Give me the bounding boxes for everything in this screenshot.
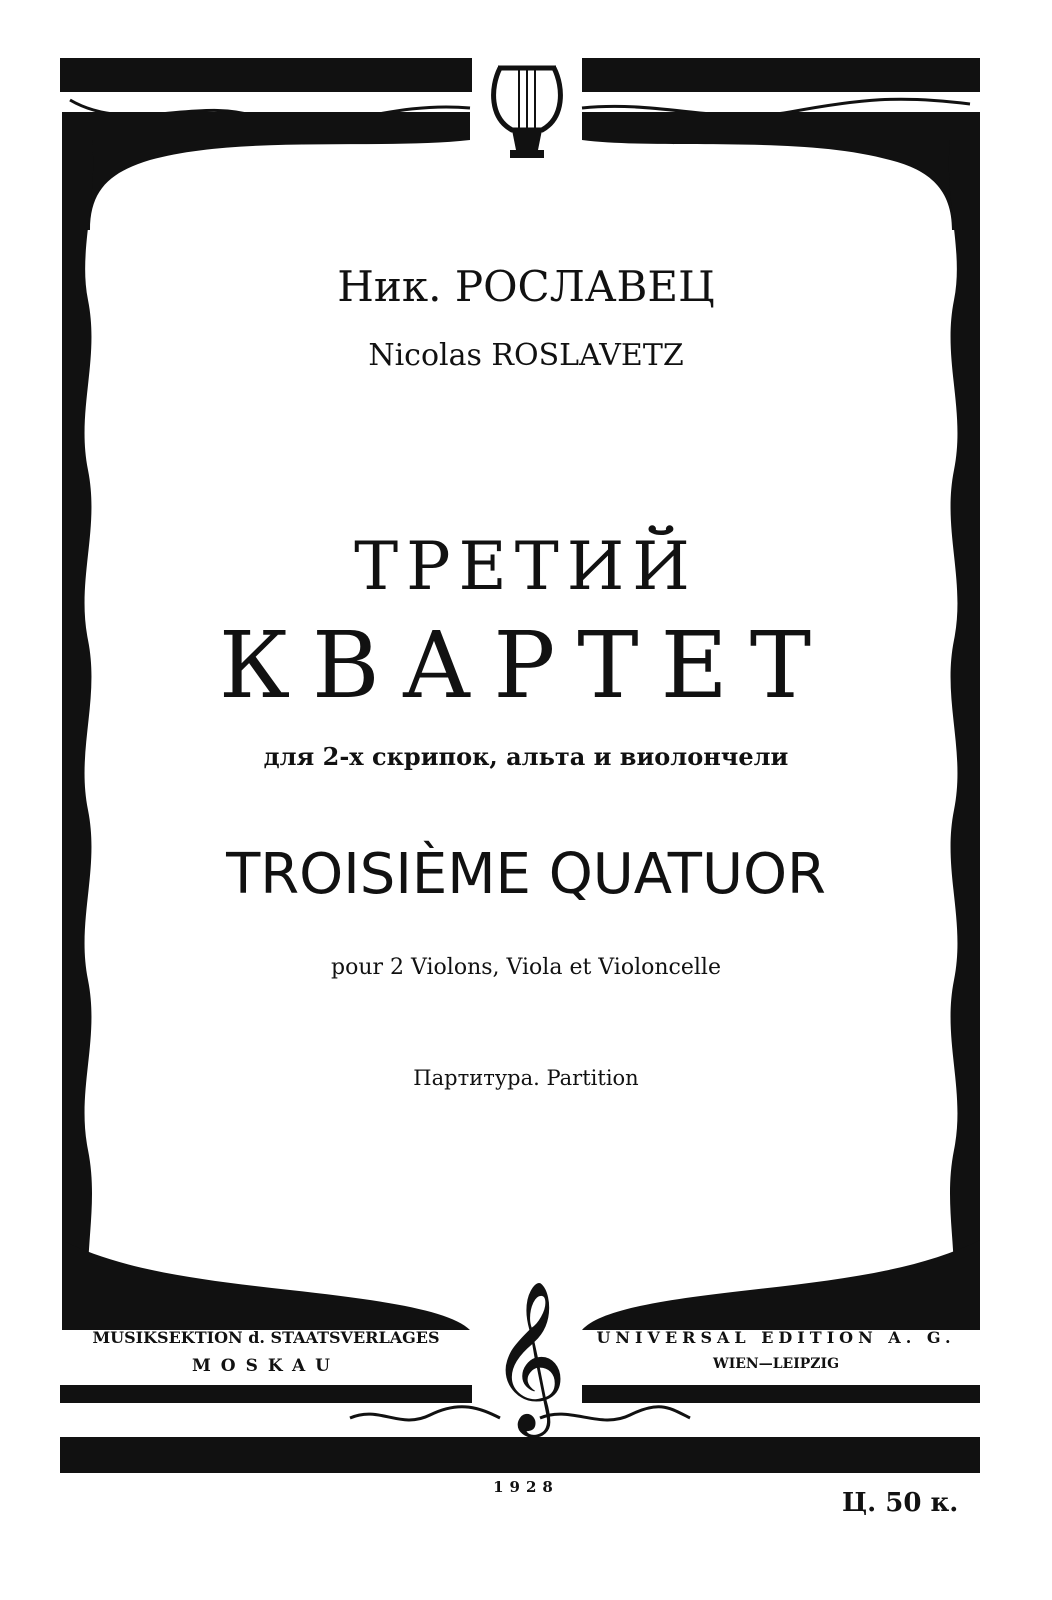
publisher-right-line2: WIEN—LEIPZIG [712, 1356, 840, 1372]
treble-clef-icon: 𝄞 [490, 1279, 567, 1431]
subtitle-russian: для 2-х скрипок, альта и виолончели [263, 742, 789, 771]
publication-year: 1928 [493, 1478, 559, 1496]
title-russian-line2: КВАРТЕТ [218, 612, 834, 719]
title-french: TROISIÈME QUATUOR [226, 842, 826, 907]
subtitle-french: pour 2 Violons, Viola et Violoncelle [331, 955, 721, 980]
publisher-left-line2: MOSKAU [191, 1356, 340, 1376]
title-russian-line1: ТРЕТИЙ [354, 528, 698, 605]
publisher-right-line1: UNIVERSAL EDITION A. G. [596, 1328, 956, 1347]
lyre-icon [482, 58, 572, 168]
price-label: Ц. 50 к. [842, 1488, 959, 1518]
publisher-left-line1: MUSIKSEKTION d. STAATSVERLAGES [92, 1328, 440, 1347]
score-label: Партитура. Partition [413, 1066, 639, 1090]
author-latin: Nicolas ROSLAVETZ [368, 338, 684, 373]
author-russian: Ник. РОСЛАВЕЦ [337, 262, 715, 311]
